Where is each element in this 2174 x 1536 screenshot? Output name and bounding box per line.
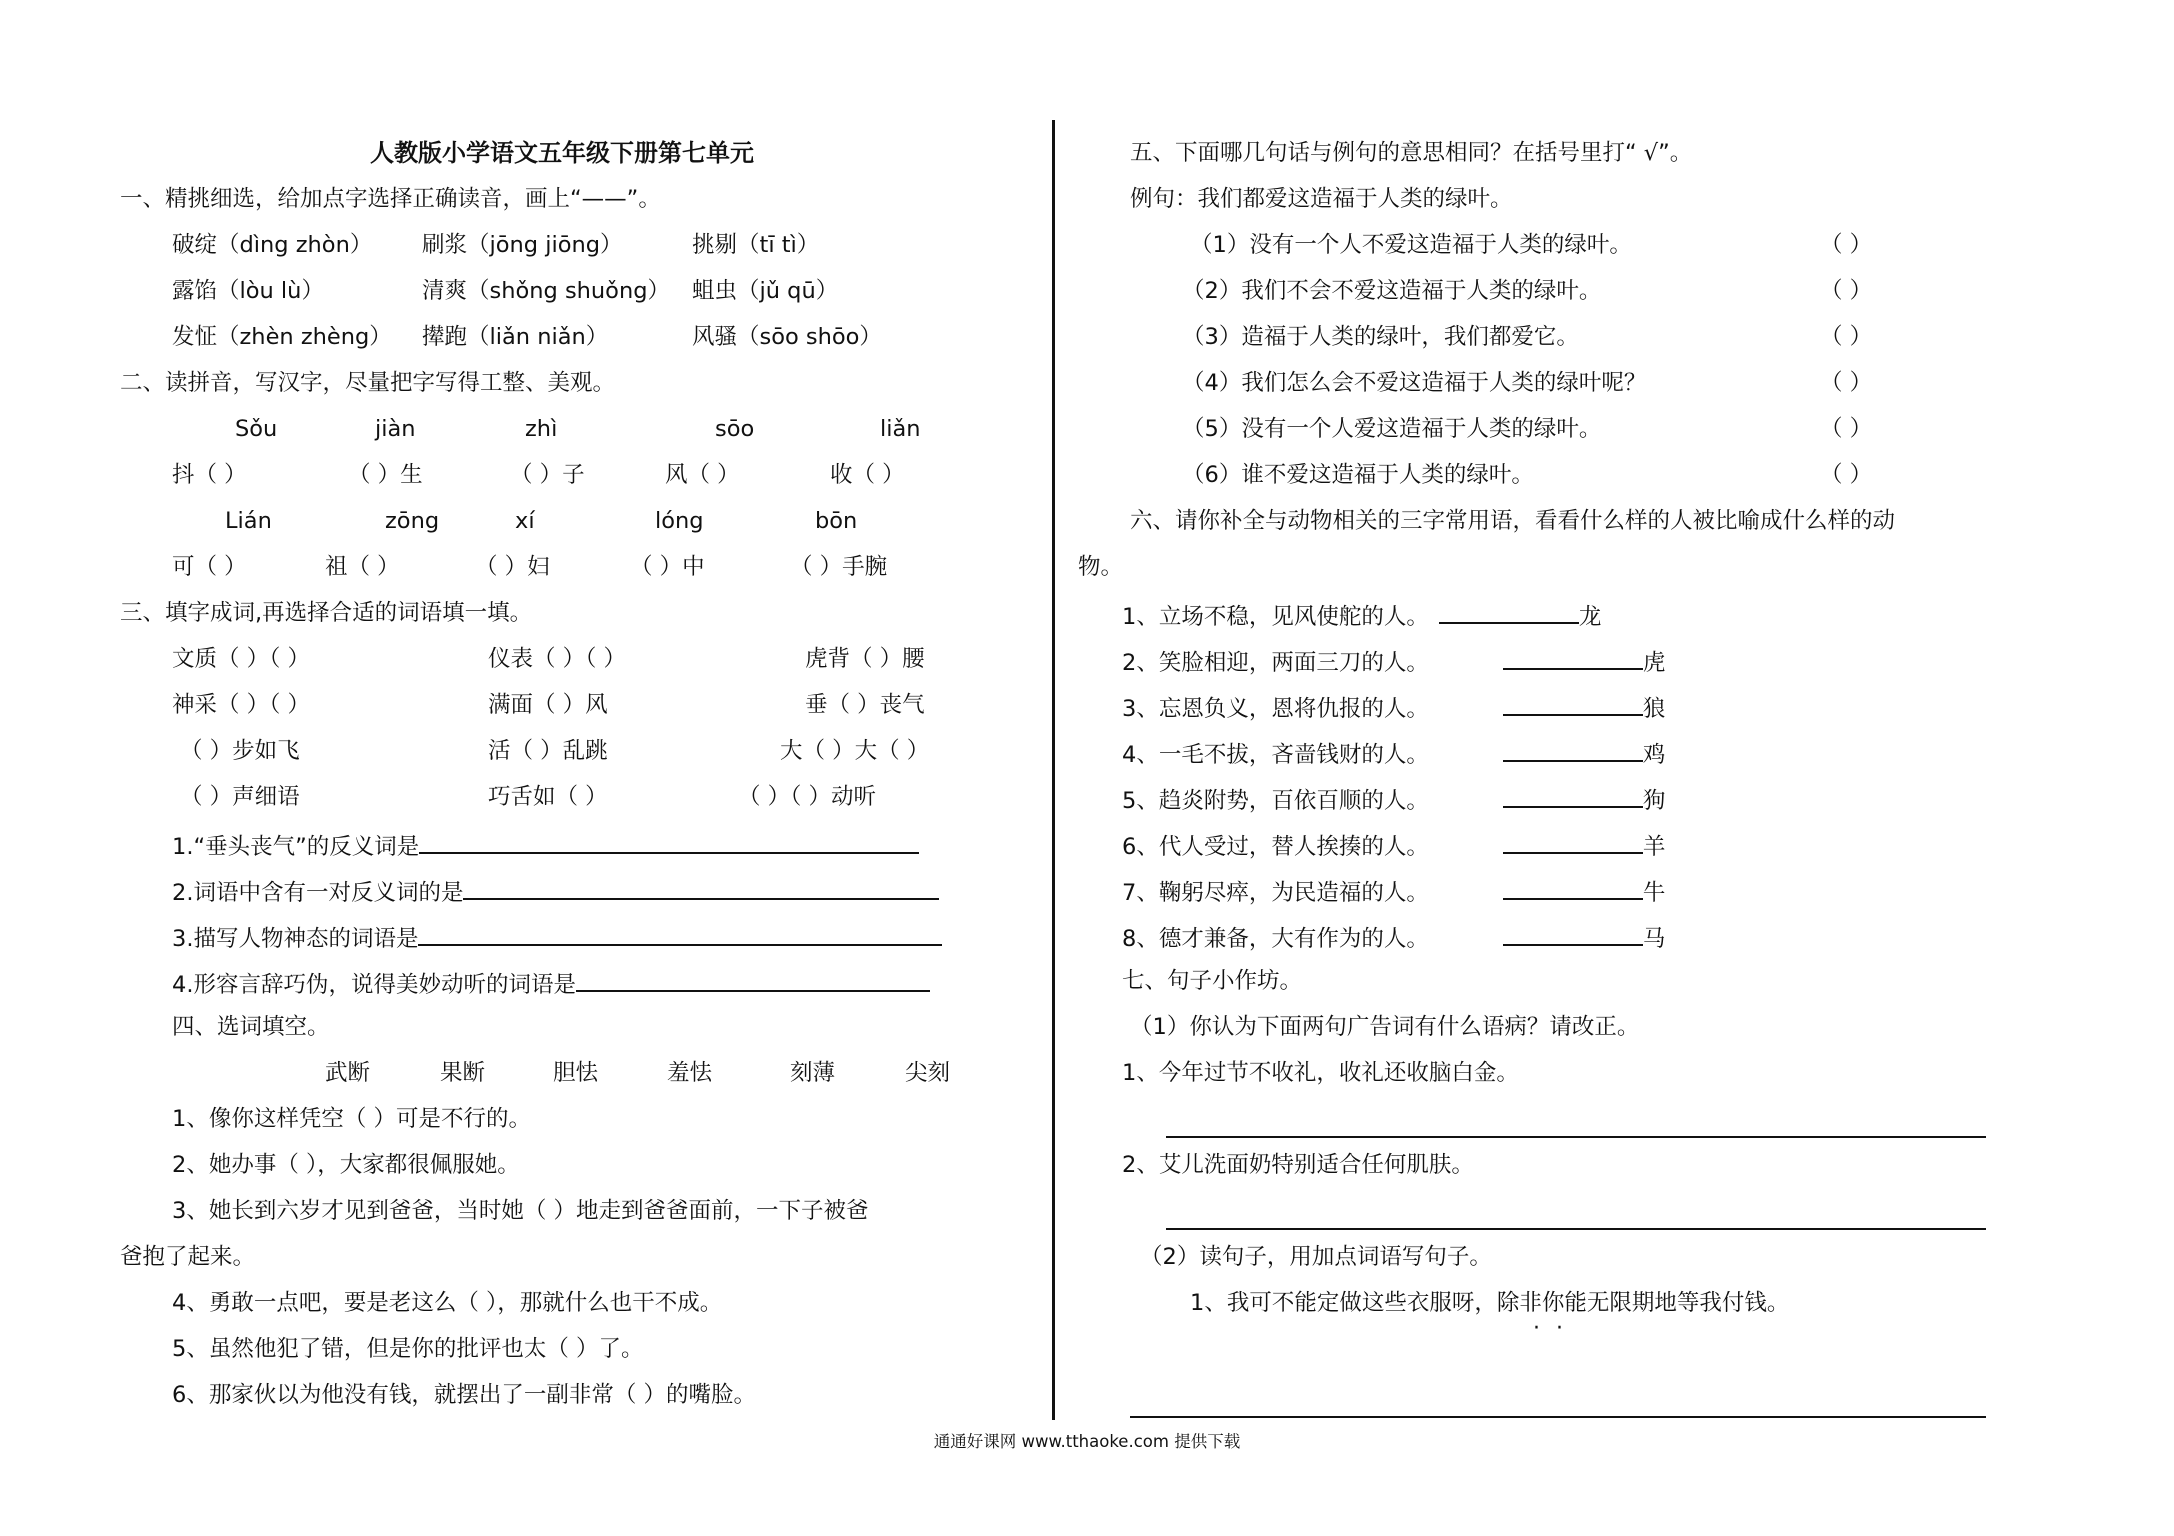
footer-credit: 通通好课网 www.tthaoke.com 提供下载 [933, 1432, 1241, 1451]
s5-option: （5）没有一个人爱这造福于人类的绿叶。 [1182, 416, 1602, 442]
answer-line [1166, 1228, 1986, 1230]
s6-item: 3、忘恩负义，恩将仇报的人。 狼 [1122, 690, 1665, 724]
s6-item: 4、一毛不拔，吝啬钱财的人。 鸡 [1122, 736, 1665, 770]
s1-item: 撵跑（liǎn niǎn） [422, 324, 609, 350]
word-option: 果断 [440, 1060, 486, 1086]
s4-question: 3、她长到六岁才见到爸爸，当时她（ ）地走到爸爸面前，一下子被爸 [172, 1198, 869, 1224]
s4-question: 2、她办事（ ），大家都很佩服她。 [172, 1152, 520, 1178]
idiom-blank: 虎背（ ）腰 [805, 646, 925, 672]
s5-paren: （ ） [1820, 232, 1873, 258]
answer-line [1503, 874, 1643, 900]
s3-question-2: 2.词语中含有一对反义词的是 [172, 874, 939, 908]
s6-item: 5、趋炎附势，百依百顺的人。 狗 [1122, 782, 1665, 816]
idiom-blank: （ ）步如飞 [180, 738, 300, 764]
answer-line [1503, 736, 1643, 762]
emphasis-dots: ·· [1533, 1316, 1579, 1341]
s6-item: 2、笑脸相迎，两面三刀的人。 虎 [1122, 644, 1665, 678]
answer-line [418, 920, 942, 946]
char-blank: （ ）子 [510, 462, 585, 488]
s5-paren: （ ） [1820, 278, 1873, 304]
s5-paren: （ ） [1820, 416, 1873, 442]
answer-line [1439, 598, 1579, 624]
s7-p1-question-2: 2、艾儿洗面奶特别适合任何肌肤。 [1122, 1152, 1474, 1178]
s5-option: （2）我们不会不爱这造福于人类的绿叶。 [1182, 278, 1602, 304]
column-divider [1052, 120, 1055, 1420]
idiom-blank: 大（ ）大（ ） [780, 738, 930, 764]
s1-item: 风骚（sōo shōo） [692, 324, 882, 350]
section-2-heading: 二、读拼音，写汉字，尽量把字写得工整、美观。 [120, 370, 616, 396]
s1-item: 露馅（lòu lù） [172, 278, 324, 304]
answer-line [1166, 1136, 1986, 1138]
char-blank: （ ）中 [630, 554, 705, 580]
section-6-heading: 六、请你补全与动物相关的三字常用语，看看什么样的人被比喻成什么样的动 [1130, 508, 1896, 534]
idiom-blank: 垂（ ）丧气 [805, 692, 925, 718]
s7-p2-question-1: 1、我可不能定做这些衣服呀，除非你能无限期地等我付钱。 [1190, 1290, 1790, 1316]
char-blank: 祖（ ） [325, 554, 400, 580]
s5-option: （1）没有一个人不爱这造福于人类的绿叶。 [1190, 232, 1632, 258]
s5-paren: （ ） [1820, 462, 1873, 488]
s7-p1-question-1: 1、今年过节不收礼，收礼还收脑白金。 [1122, 1060, 1519, 1086]
idiom-blank: （ ）声细语 [180, 784, 300, 810]
word-option: 胆怯 [553, 1060, 599, 1086]
section-4-heading: 四、选词填空。 [172, 1014, 330, 1040]
char-blank: 可（ ） [172, 554, 247, 580]
pinyin: zōng [385, 508, 440, 534]
s7-part-2: （2）读句子，用加点词语写句子。 [1140, 1244, 1492, 1270]
s5-paren: （ ） [1820, 370, 1873, 396]
char-blank: （ ）生 [348, 462, 423, 488]
s5-paren: （ ） [1820, 324, 1873, 350]
pinyin: jiàn [375, 416, 416, 442]
example-sentence: 例句：我们都爱这造福于人类的绿叶。 [1130, 186, 1513, 212]
char-blank: （ ）手腕 [790, 554, 888, 580]
idiom-blank: 巧舌如（ ） [488, 784, 608, 810]
word-option: 武断 [325, 1060, 371, 1086]
s7-part-1: （1）你认为下面两句广告词有什么语病？请改正。 [1130, 1014, 1640, 1040]
word-option: 羞怯 [667, 1060, 713, 1086]
s5-option: （3）造福于人类的绿叶，我们都爱它。 [1182, 324, 1579, 350]
s6-item: 8、德才兼备，大有作为的人。 马 [1122, 920, 1665, 954]
s6-item: 1、立场不稳，见风使舵的人。 龙 [1122, 598, 1601, 632]
page-title: 人教版小学语文五年级下册第七单元 [370, 138, 754, 167]
section-3-heading: 三、填字成词,再选择合适的词语填一填。 [120, 600, 533, 626]
s6-item: 6、代人受过，替人挨揍的人。 羊 [1122, 828, 1665, 862]
section-5-heading: 五、下面哪几句话与例句的意思相同？在括号里打“ √”。 [1130, 140, 1693, 166]
idiom-blank: 仪表（ ）（ ） [488, 646, 627, 672]
answer-line [1503, 690, 1643, 716]
section-7-heading: 七、句子小作坊。 [1122, 968, 1303, 994]
idiom-blank: 文质（ ）（ ） [172, 646, 311, 672]
s4-question: 4、勇敢一点吧，要是老这么（ ），那就什么也干不成。 [172, 1290, 723, 1316]
answer-line [1503, 644, 1643, 670]
s1-item: 挑剔（tī tì） [692, 232, 820, 258]
pinyin: xí [515, 508, 535, 534]
idiom-blank: 神采（ ）（ ） [172, 692, 311, 718]
idiom-blank: 满面（ ）风 [488, 692, 608, 718]
answer-line [1503, 828, 1643, 854]
s1-item: 发怔（zhèn zhèng） [172, 324, 392, 350]
s5-option: （6）谁不爱这造福于人类的绿叶。 [1182, 462, 1534, 488]
word-option: 刻薄 [790, 1060, 836, 1086]
s3-question-3: 3.描写人物神态的词语是 [172, 920, 942, 954]
word-option: 尖刻 [905, 1060, 951, 1086]
answer-line [419, 828, 919, 854]
s5-option: （4）我们怎么会不爱这造福于人类的绿叶呢？ [1182, 370, 1647, 396]
answer-line [576, 966, 930, 992]
answer-line [1503, 782, 1643, 808]
s3-question-4: 4.形容言辞巧伪，说得美妙动听的词语是 [172, 966, 930, 1000]
s1-item: 刷浆（jōng jiōng） [422, 232, 623, 258]
answer-line [1130, 1416, 1986, 1418]
section-6-heading-cont: 物。 [1078, 554, 1124, 580]
answer-line [463, 874, 939, 900]
pinyin: liǎn [880, 416, 921, 442]
s4-question: 6、那家伙以为他没有钱，就摆出了一副非常（ ）的嘴脸。 [172, 1382, 756, 1408]
pinyin: sōo [715, 416, 755, 442]
s4-question: 爸抱了起来。 [120, 1244, 256, 1270]
idiom-blank: 活（ ）乱跳 [488, 738, 608, 764]
s1-item: 蛆虫（jǔ qū） [692, 278, 839, 304]
s6-item: 7、鞠躬尽瘁，为民造福的人。 牛 [1122, 874, 1665, 908]
s4-question: 1、像你这样凭空（ ）可是不行的。 [172, 1106, 531, 1132]
char-blank: 风（ ） [665, 462, 740, 488]
s1-item: 破绽（dìng zhòn） [172, 232, 373, 258]
idiom-blank: （ ）（ ）动听 [738, 784, 877, 810]
section-1-heading: 一、精挑细选，给加点字选择正确读音，画上“——”。 [120, 186, 661, 212]
pinyin: bōn [815, 508, 858, 534]
pinyin: lóng [655, 508, 704, 534]
char-blank: 抖（ ） [172, 462, 247, 488]
pinyin: Lián [225, 508, 272, 534]
s4-question: 5、虽然他犯了错，但是你的批评也太（ ）了。 [172, 1336, 644, 1362]
s1-item: 清爽（shǒng shuǒng） [422, 278, 670, 304]
char-blank: （ ）妇 [475, 554, 550, 580]
pinyin: zhì [525, 416, 558, 442]
answer-line [1503, 920, 1643, 946]
pinyin: Sǒu [235, 416, 278, 442]
s3-question-1: 1.“垂头丧气”的反义词是 [172, 828, 919, 862]
char-blank: 收（ ） [830, 462, 905, 488]
